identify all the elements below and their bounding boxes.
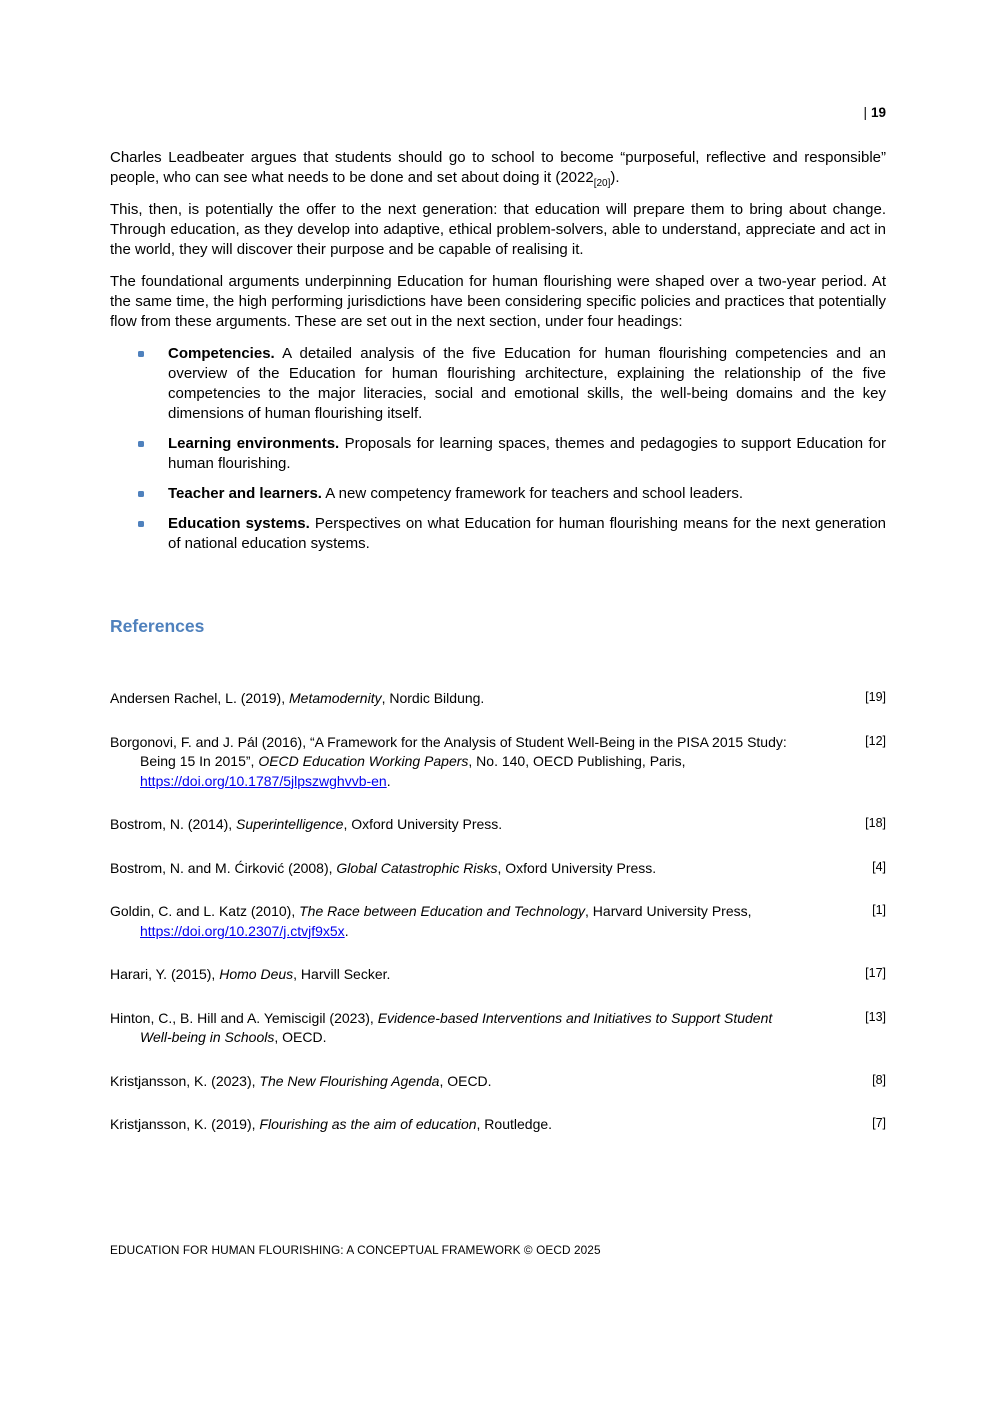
reference-label: [1]: [872, 903, 886, 917]
text-segment: ).: [610, 169, 620, 186]
bullet-text: Proposals for learning spaces, themes and pedagogies to support Education for human flourishing.: [168, 435, 886, 472]
bullet-text: Perspectives on what Education for human flourishing means for the next generation of national education systems.: [168, 515, 886, 552]
italic-title-text: Flourishing as the aim of education: [259, 1116, 477, 1132]
reference-entry-kristjansson-2019: [110, 1115, 886, 1135]
text-segment: , No. 140, OECD Publishing, Paris,: [468, 753, 686, 769]
text-segment: Hinton, C., B. Hill and A. Yemiscigil (2023),: [110, 1009, 378, 1026]
references-heading: References: [110, 616, 205, 636]
bullet-lead: Learning environments.: [168, 435, 340, 452]
reference-entry-andersen: [110, 689, 886, 709]
reference-label: [8]: [872, 1072, 886, 1087]
italic-title-text: The Race between Education and Technology: [299, 903, 586, 919]
paragraph-next-generation: [110, 200, 886, 260]
text-segment: , Oxford University Press.: [497, 859, 657, 876]
reference-text: [110, 1072, 886, 1092]
headings-bullet-list: [110, 344, 886, 554]
bullet-lead: Education systems.: [168, 515, 310, 532]
reference-label: [4]: [872, 859, 886, 874]
page-number-value: 19: [870, 105, 886, 120]
reference-label: [18]: [865, 816, 886, 830]
text-segment: , Harvard University Press,: [585, 903, 752, 919]
text-segment: , Harvill Secker.: [293, 966, 391, 982]
text-segment: Charles Leadbeater argues that students should go to school to become “purposeful, reflective and responsible” people, who can see what needs to be done and set about doing it (2022: [110, 149, 886, 186]
text-segment: Goldin, C. and L. Katz (2010),: [110, 903, 300, 919]
bullet-icon: [138, 441, 144, 447]
reference-entry-bostrom-2014: [110, 815, 886, 835]
text-segment: Andersen Rachel, L. (2019),: [110, 690, 289, 706]
reference-text: [110, 859, 886, 879]
bullet-icon: [138, 521, 144, 527]
reference-label: [13]: [865, 1009, 886, 1024]
bullet-item-competencies: [110, 344, 886, 424]
bullet-icon: [138, 491, 144, 497]
references-list: [110, 689, 886, 1135]
reference-text: [110, 902, 886, 941]
reference-entry-bostrom-cirkovic: [110, 859, 886, 879]
text-segment: Kristjansson, K. (2023),: [110, 1072, 260, 1089]
bullet-item-learning-environments: [110, 434, 886, 474]
text-segment: , Nordic Bildung.: [381, 690, 485, 706]
italic-title-text: OECD Education Working Papers: [258, 753, 469, 769]
text-segment: Harari, Y. (2015),: [110, 966, 220, 982]
paragraph-leadbeater: [110, 148, 886, 188]
reference-label: [17]: [865, 966, 886, 980]
text-segment: Kristjansson, K. (2019),: [110, 1116, 260, 1132]
text-segment: The foundational arguments underpinning Education for human flourishing were shaped over a two-year period. At the same time, the high performing jurisdictions have been considering specific policies and practices that potentially flow from these arguments. These are set out in the next section, under four headings:: [110, 273, 886, 330]
italic-title-text: The New Flourishing Agenda: [259, 1072, 440, 1089]
italic-title-text: Metamodernity: [289, 690, 382, 706]
footer-running-title: EDUCATION FOR HUMAN FLOURISHING: A CONCEPTUAL FRAMEWORK © OECD 2025: [110, 1243, 601, 1257]
italic-title-text: Superintelligence: [236, 816, 344, 832]
italic-title-text: Global Catastrophic Risks: [336, 859, 498, 876]
page-number-separator: |: [863, 105, 867, 120]
bullet-text: A new competency framework for teachers and school leaders.: [321, 485, 744, 502]
text-segment: This, then, is potentially the offer to the next generation: that education will prepare them to bring about change. Through education, as they develop into adaptive, ethical problem-solvers, able to understand, appreciate and act in the world, they will discover their purpose and be capable of realising it.: [110, 201, 886, 258]
bullet-text: A detailed analysis of the five Education for human flourishing competencies and an overview of the Education for human flourishing architecture, explaining the relationship of the five competencies to the major literacies, social and emotional skills, the well-being domains and the key dimensions of human flourishing itself.: [168, 345, 886, 422]
bullet-lead: Competencies.: [168, 345, 275, 362]
reference-label: [12]: [865, 733, 886, 748]
reference-entry-hinton: [110, 1009, 886, 1048]
reference-label: [19]: [865, 690, 886, 704]
reference-text: [110, 689, 886, 709]
reference-label: [7]: [872, 1116, 886, 1130]
italic-title-text: Homo Deus: [219, 966, 294, 982]
bullet-icon: [138, 351, 144, 357]
italic-title-text: Evidence-based Interventions and Initiatives to Support Student Well-being in Schools: [140, 1009, 773, 1045]
doi-link[interactable]: https://doi.org/10.1787/5jlpszwghvvb-en: [140, 772, 387, 789]
reference-text: [110, 1009, 886, 1048]
text-segment: .: [386, 772, 391, 789]
reference-text: [110, 965, 886, 985]
text-segment: , Routledge.: [476, 1116, 553, 1132]
bullet-item-teacher-and-learners: [110, 484, 886, 504]
text-segment: , OECD.: [439, 1072, 492, 1089]
reference-text: [110, 1115, 886, 1135]
doi-link[interactable]: https://doi.org/10.2307/j.ctvjf9x5x: [140, 922, 345, 939]
text-segment: Bostrom, N. (2014),: [110, 816, 237, 832]
reference-entry-goldin-katz: [110, 902, 886, 941]
reference-entry-borgonovi: [110, 733, 886, 792]
text-segment: Bostrom, N. and M. Ćirković (2008),: [110, 859, 337, 876]
paragraph-foundational-arguments: [110, 272, 886, 332]
text-segment: , Oxford University Press.: [343, 816, 503, 832]
text-segment: .: [344, 922, 349, 939]
reference-entry-kristjansson-2023: [110, 1072, 886, 1092]
reference-entry-harari: [110, 965, 886, 985]
text-segment: , OECD.: [274, 1029, 327, 1045]
page-number: [110, 104, 886, 122]
reference-text: [110, 815, 886, 835]
bullet-item-education-systems: [110, 514, 886, 554]
citation-subscript: [20]: [593, 178, 611, 189]
reference-text: [110, 733, 886, 792]
bullet-lead: Teacher and learners.: [168, 485, 322, 502]
text-segment: Borgonovi, F. and J. Pál (2016), “A Framework for the Analysis of Student Well-Being in the PISA 2015 Study: Being 15 In 2015”,: [110, 733, 787, 769]
